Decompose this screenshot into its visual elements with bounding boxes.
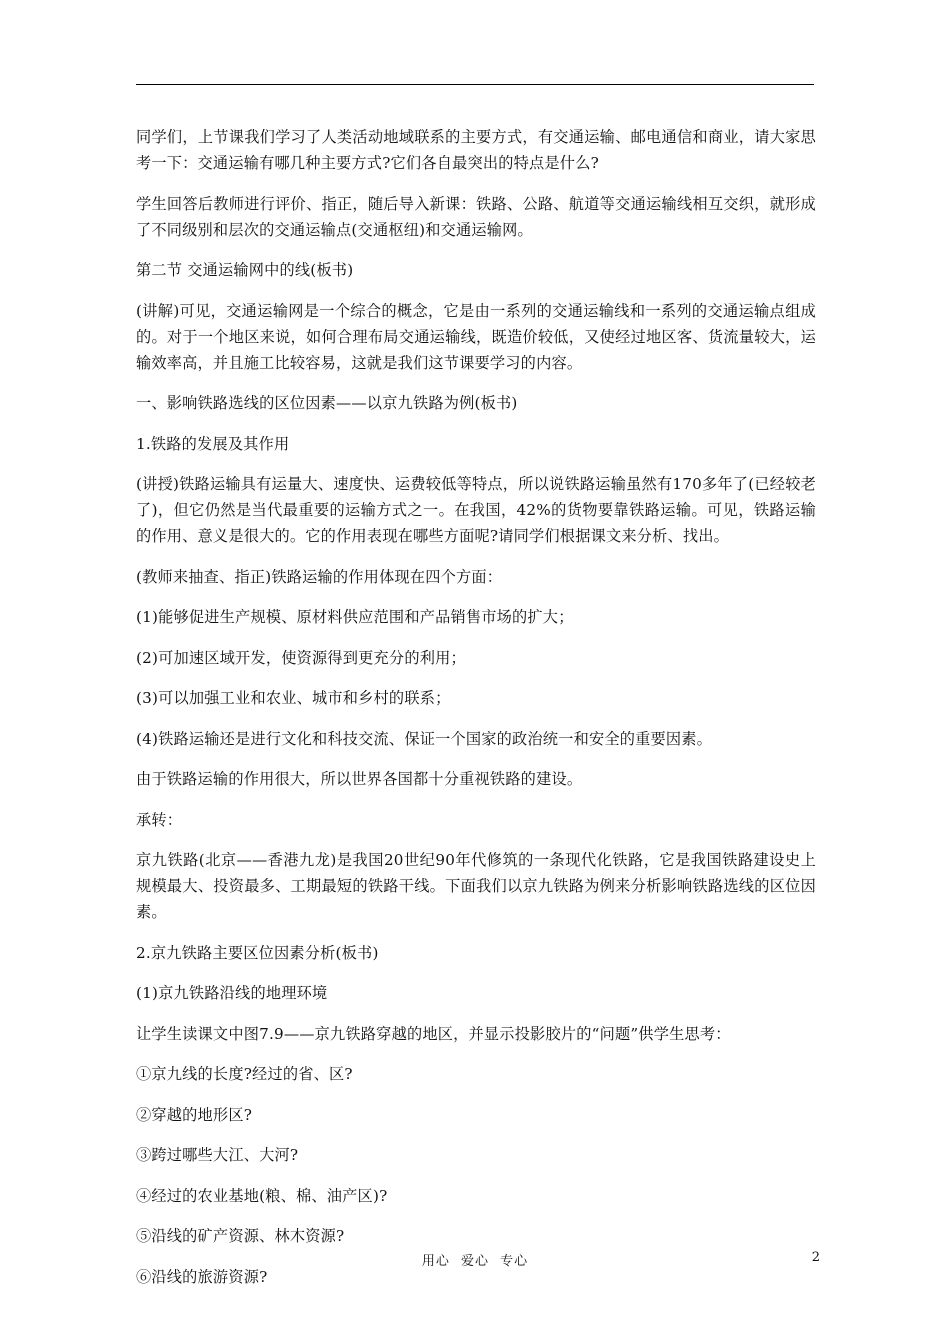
question-item: ④经过的农业基地(粮、棉、油产区)? [136,1186,388,1205]
list-item: (1)能够促进生产规模、原材料供应范围和产品销售市场的扩大； [136,608,574,626]
question-item: ⑤沿线的矿产资源、林木资源? [136,1227,345,1245]
paragraph-intro: 同学们，上节课我们学习了人类活动地域联系的主要方式，有交通运输、邮电通信和商业，请大家思考一下：交通运输有哪几种主要方式?它们各自最突出的特点是什么? [136,128,816,172]
question-item: ①京九线的长度?经过的省、区? [136,1065,353,1083]
paragraph-explanation: (讲解)可见，交通运输网是一个综合的概念，它是由一系列的交通运输线和一系列的交通运输点组成的。对于一个地区来说，如何合理布局交通运输线，既造价较低，又使经过地区客、货流量较大，运输效率高，并且施工比较容易，这就是我们这节课要学习的内容。 [136,301,816,372]
paragraph-railway-lecture: (讲授)铁路运输具有运量大、速度快、运费较低等特点，所以说铁路运输虽然有170多年了(已经较老了)，但它仍然是当代最重要的运输方式之一。在我国，42%的货物要靠铁路运输。可见，铁路运输的作用、意义是很大的。它的作用表现在哪些方面呢?请同学们根据课文来分析、找出。 [136,475,816,545]
list-item: (2)可加速区域开发，使资源得到更充分的利用； [136,648,466,667]
paragraph-transition: 承转： [136,810,183,829]
paragraph-read-figure: 让学生读课文中图7.9——京九铁路穿越的地区，并显示投影胶片的“问题”供学生思考： [136,1024,731,1043]
question-item: ②穿越的地形区? [136,1105,253,1124]
paragraph-student-answer: 学生回答后教师进行评价、指正，随后导入新课：铁路、公路、航道等交通运输线相互交织，就形成了不同级别和层次的交通运输点(交通枢纽)和交通运输网。 [136,194,816,239]
list-item: (3)可以加强工业和农业、城市和乡村的联系； [136,689,451,707]
paragraph-jingjiu-intro: 京九铁路(北京——香港九龙)是我国20世纪90年代修筑的一条现代化铁路，它是我国铁路建设史上规模最大、投资最多、工期最短的铁路干线。下面我们以京九铁路为例来分析影响铁路选线的区位因素。 [136,851,816,921]
footer-slogan: 用心 爱心 专心 [421,1254,529,1269]
question-item: ③跨过哪些大江、大河? [136,1146,299,1164]
paragraph-world-importance: 由于铁路运输的作用很大，所以世界各国都十分重视铁路的建设。 [136,770,583,788]
header-rule [136,84,814,85]
subheading-jingjiu-analysis: 2.京九铁路主要区位因素分析(板书) [136,943,379,962]
heading-railway-factors: 一、影响铁路选线的区位因素——以京九铁路为例(板书) [136,394,518,412]
paragraph-four-aspects: (教师来抽查、指正)铁路运输的作用体现在四个方面： [136,567,503,586]
question-item: ⑥沿线的旅游资源? [136,1267,268,1286]
page-number: 2 [811,1250,820,1265]
section-title: 第二节 交通运输网中的线(板书) [136,261,354,279]
subheading-railway-development: 1.铁路的发展及其作用 [136,434,290,453]
document-body [136,124,816,1304]
list-item: (4)铁路运输还是进行文化和科技交流、保证一个国家的政治统一和安全的重要因素。 [136,729,713,748]
subheading-geographic-environment: (1)京九铁路沿线的地理环境 [136,984,328,1002]
